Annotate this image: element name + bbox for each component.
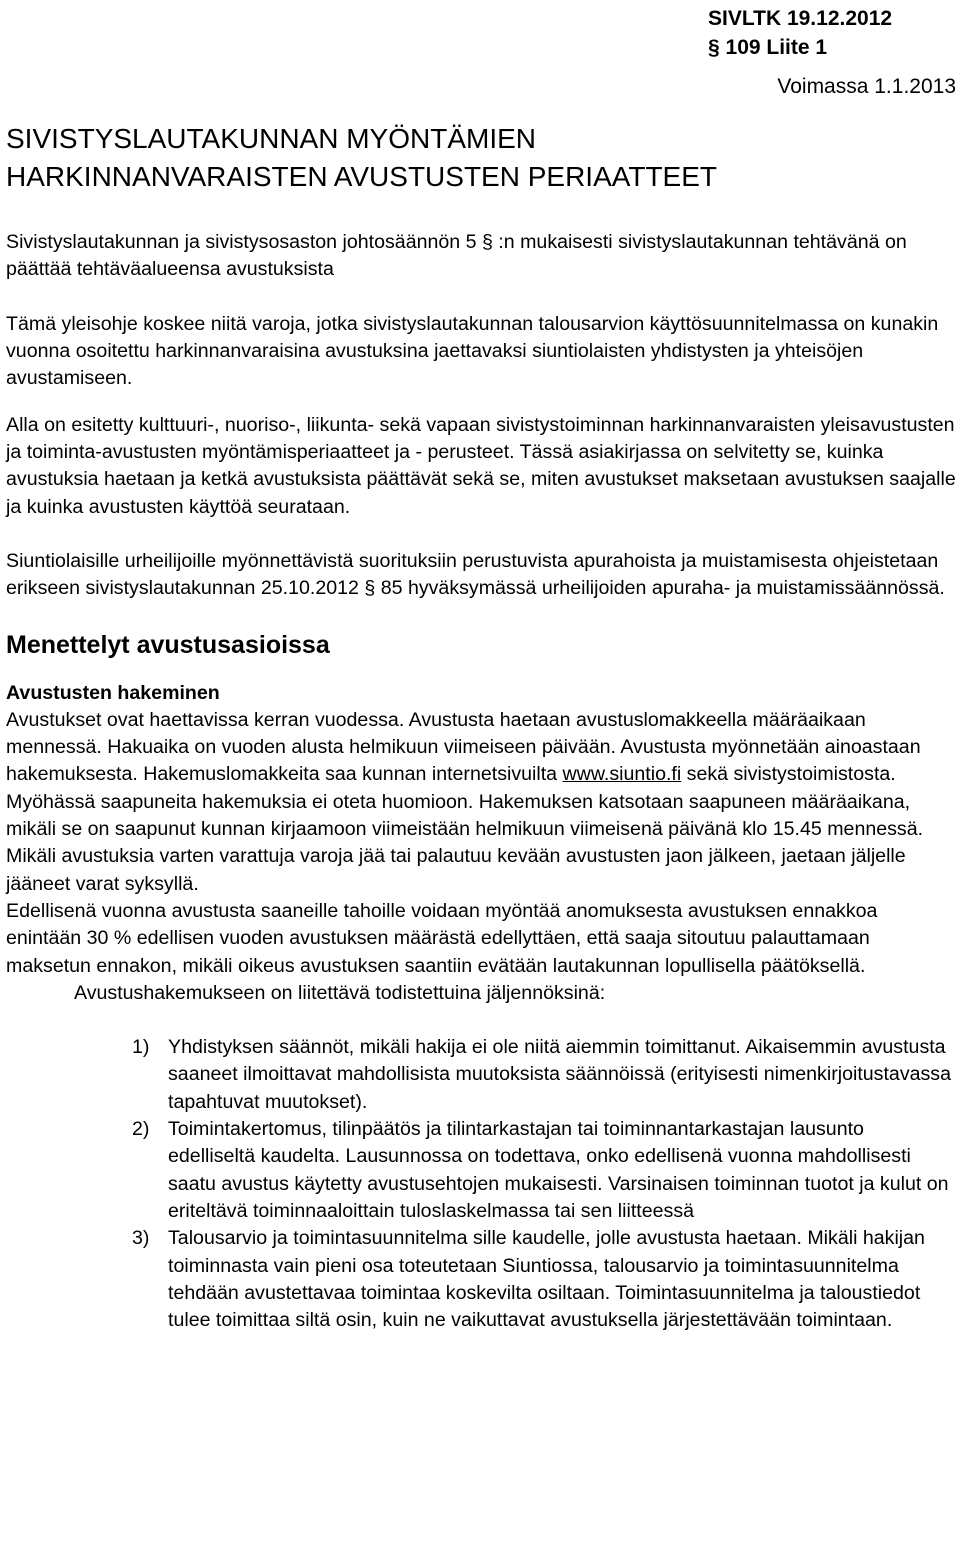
athletes-paragraph: Siuntiolaisille urheilijoille myönnettävistä suorituksiin perustuvista apurahoista ja muistamisesta ohjeistetaan erikseen sivistyslautakunnan 25.10.2012 § 85 hyväksymässä urheilijoiden apuraha- ja muistamissäännössä. xyxy=(6,549,945,600)
advance-payment-paragraph: Edellisenä vuonna avustusta saaneille tahoille voidaan myöntää anomuksesta avustuksen ennakkoa enintään 30 % edellisen vuoden avustuksen määrästä edellyttäen, että saaja sitoutuu palauttamaan maksetun ennakon, mikäli oikeus avustuksen saantiin evätään lautakunnan lopullisella päätöksellä. xyxy=(6,899,878,977)
autumn-distribution-paragraph: Mikäli avustuksia varten varattuja varoja jää tai palautuu kevään avustusten jaon jälkeen, jaetaan jäljelle jääneet varat syksyllä. xyxy=(6,845,906,895)
principles-paragraph: Alla on esitetty kulttuuri-, nuoriso-, liikunta- sekä vapaan sivistystoiminnan harkinnanvaraisten yleisavustusten ja toiminta-avustusten myöntämisperiaatteet ja - perusteet. Tässä asiakirjassa on selvitetty se, kuinka avustuksia haetaan ja ketkä avustuksista päättävät sekä se, miten avustukset maksetaan avustuksen saajalle ja kuinka avustusten käyttöä seurataan. xyxy=(6,413,956,518)
intro-paragraph: Sivistyslautakunnan ja sivistysosaston johtosäännön 5 § :n mukaisesti sivistyslautakunnan tehtävänä on päättää tehtäväalueensa avustuksista xyxy=(6,231,907,281)
list-item xyxy=(6,1116,956,1225)
municipality-website-link[interactable]: www.siuntio.fi xyxy=(562,763,682,786)
section-reference: § 109 Liite 1 xyxy=(708,36,828,59)
section-heading: Menettelyt avustusasioissa xyxy=(6,630,330,659)
title-line-1: SIVISTYSLAUTAKUNNAN MYÖNTÄMIEN xyxy=(6,123,537,154)
list-item-number: 1) xyxy=(132,1036,150,1059)
list-item-text: Talousarvio ja toimintasuunnitelma sille kaudelle, jolle avustusta haetaan. Mikäli hakijan toiminnasta vain pieni osa toteutetaan Siuntiossa, talousarvio ja toimintasuunnitelma tehdään avustettavaa toimintaa koskevilta osiltaan. Toimintasuunnitelma ja taloustiedot tulee toimittaa siltä osin, kuin ne vaikuttavat avustuksella järjestettävään toimintaan. xyxy=(168,1227,925,1332)
document-reference xyxy=(708,4,892,62)
list-item xyxy=(6,1225,956,1334)
document-title xyxy=(6,120,866,196)
list-item-number: 2) xyxy=(132,1118,150,1141)
list-item-text: Yhdistyksen säännöt, mikäli hakija ei ole niitä aiemmin toimittanut. Aikaisemmin avustusta saaneet ilmoittavat mahdollisista muutoksista säännöissä (erityisesti nimenkirjoitustavassa tapahtuvat muutokset). xyxy=(168,1036,952,1113)
application-text-end: sekä sivistystoimistosta. Myöhässä saapuneita hakemuksia ei oteta huomioon. Hakemuksen katsotaan saapuneen määräaikana, mikäli se on saapunut kunnan kirjaamoon viimeistään helmikuun viimeisenä päivänä klo 15.45 mennessä. xyxy=(6,763,924,841)
meeting-reference: SIVLTK 19.12.2012 xyxy=(708,7,893,30)
application-text-start: Avustukset ovat haettavissa kerran vuodessa. Avustusta haetaan avustuslomakkeella määräaikaan mennessä. Hakuaika on vuoden alusta helmikuun viimeiseen päivään. Avustusta myönnetään ainoastaan hakemuksesta. Hakemuslomakkeita saa kunnan internetsivuilta xyxy=(6,708,921,786)
attachments-list xyxy=(6,1034,956,1334)
list-item xyxy=(6,1034,956,1116)
title-line-2: HARKINNANVARAISTEN AVUSTUSTEN PERIAATTEET xyxy=(6,161,718,192)
validity-date: Voimassa 1.1.2013 xyxy=(777,75,956,98)
subsection-heading: Avustusten hakeminen xyxy=(6,681,220,704)
application-paragraph xyxy=(6,707,956,843)
document-body xyxy=(6,229,956,1334)
attachments-intro: Avustushakemukseen on liitettävä todistettuina jäljennöksinä: xyxy=(74,981,606,1004)
scope-paragraph: Tämä yleisohje koskee niitä varoja, jotka sivistyslautakunnan talousarvion käyttösuunnitelmassa on kunakin vuonna osoitettu harkinnanvaraisina avustuksina jaettavaksi siuntiolaisten yhdistysten ja yhteisöjen avustamiseen. xyxy=(6,312,939,390)
list-item-text: Toimintakertomus, tilinpäätös ja tilintarkastajan tai toiminnantarkastajan lausunto edelliseltä kaudelta. Lausunnossa on todettava, onko edellisenä vuonna mahdollisesti saatu avustus käytetty avustusehtojen mukaisesti. Varsinaisen toiminnan tuotot ja kulut on eriteltävä toiminnaaloittain tuloslaskelmassa tai sen liitteessä xyxy=(168,1118,949,1222)
list-item-number: 3) xyxy=(132,1227,150,1250)
